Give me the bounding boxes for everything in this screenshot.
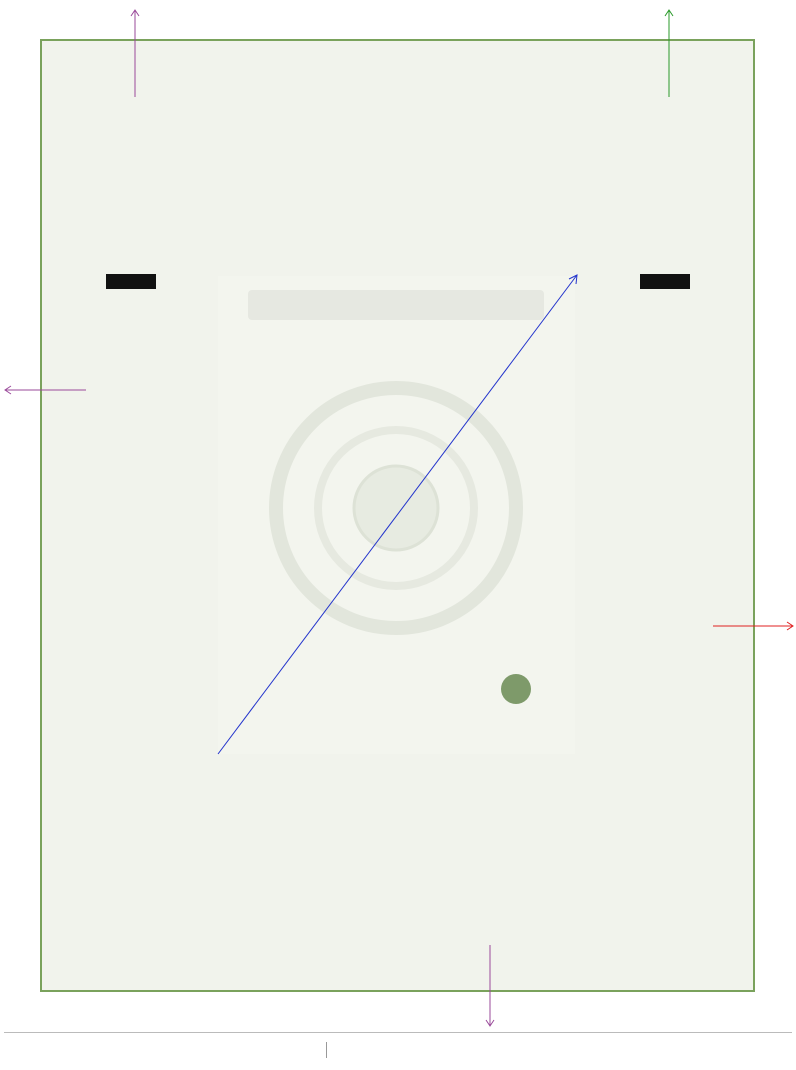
kabala-logo	[501, 674, 531, 704]
center-panel	[218, 276, 575, 754]
legend-divider	[4, 1032, 792, 1033]
legend-separator	[326, 1042, 327, 1058]
tuan-tag	[106, 274, 156, 289]
triet-tag	[640, 274, 690, 289]
